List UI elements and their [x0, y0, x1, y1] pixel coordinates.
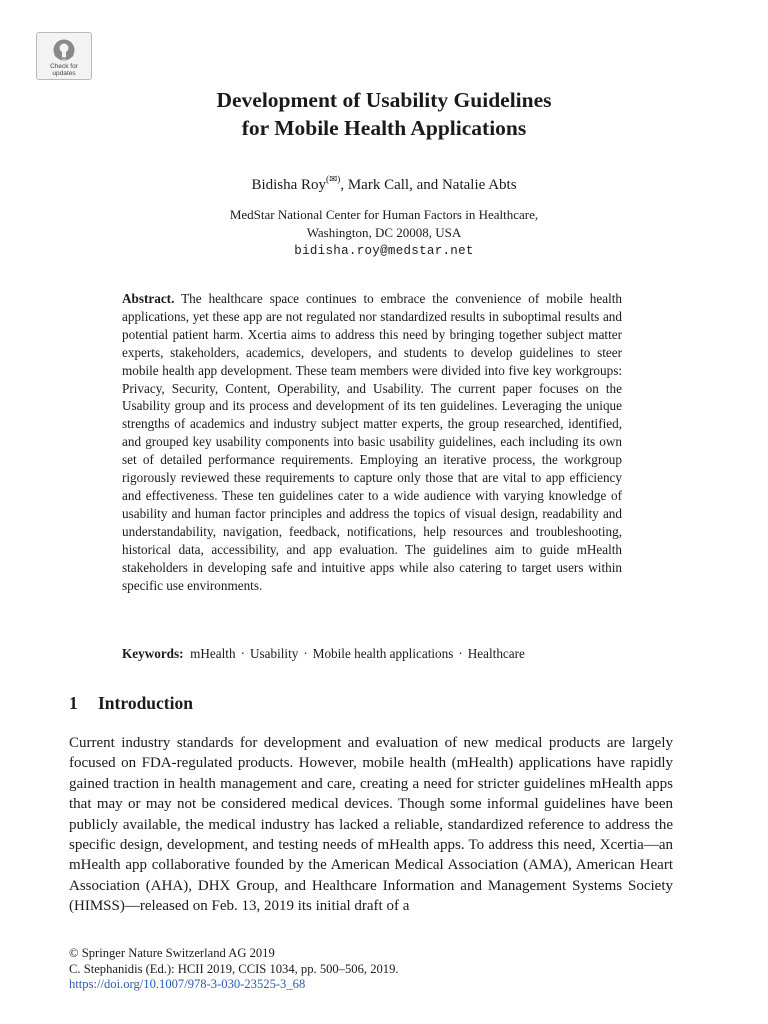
- keyword-separator: ·: [240, 646, 245, 661]
- abstract-label: Abstract.: [122, 291, 175, 306]
- author-name-corresponding: Bidisha Roy: [251, 177, 327, 193]
- keyword: Mobile health applications: [312, 646, 454, 661]
- doi-link[interactable]: https://doi.org/10.1007/978-3-030-23525-3_68: [69, 977, 306, 991]
- paper-title-line2: for Mobile Health Applications: [241, 116, 527, 140]
- introduction-paragraph: Current industry standards for development and evaluation of new medical products are largely focused on FDA-regulated products. However, mobile health (mHealth) applications have rapidly gained traction in health management and care, creating a need for stricter guidelines mHealth apps that may or may not be considered medical devices. Though some informal guidelines have been publicly available, the medical industry has lacked a reliable, standardized reference to address the specific design, development, and testing needs of mHealth apps. To address this need, Xcertia—an mHealth app collaborative founded by the American Medical Association (AMA), American Heart Association (AHA), DHX Group, and Healthcare Information and Management Systems Society (HIMSS)—released on Feb. 13, 2019 its initial draft of a: [69, 735, 673, 915]
- keywords-label: Keywords:: [122, 646, 184, 661]
- keyword: Usability: [249, 646, 299, 661]
- check-for-updates-badge[interactable]: [36, 32, 92, 80]
- author-list: [0, 171, 768, 195]
- keyword: mHealth: [190, 646, 236, 661]
- affiliation-line2: Washington, DC 20008, USA: [306, 224, 462, 240]
- author-email: bidisha.roy@medstar.net: [294, 244, 474, 258]
- page-footer: [69, 946, 709, 993]
- envelope-icon: (✉): [326, 175, 341, 185]
- badge-label-line2: updates: [52, 70, 76, 77]
- keywords: [122, 645, 682, 663]
- affiliation-line1: MedStar National Center for Human Factors in Healthcare,: [229, 207, 539, 222]
- keyword-separator: ·: [458, 646, 463, 661]
- section-title: Introduction: [98, 693, 193, 713]
- affiliation: [0, 206, 768, 261]
- section-heading: [69, 691, 193, 715]
- abstract: [122, 290, 622, 594]
- abstract-text: The healthcare space continues to embrace the convenience of mobile health applications, yet these app are not regulated nor standardized results in suboptimal results and potential patient harm. Xcertia aims to address this need by bringing together subject matter experts, stakeholders, academics, developers, and students to develop guidelines to steer mobile health app development. These team members were divided into five key workgroups: Privacy, Security, Content, Operability, and Usability. The current paper focuses on the Usability group and its process and development of its ten guidelines. Leveraging the unique strengths of academics and industry subject matter experts, the group researched, identified, and grouped key usability components into basic usability guidelines, each including its own set of detailed performance requirements. Employing an iterative process, the workgroup rigorously reviewed these requirements to capture only those that are vital to app efficiency and effectiveness. These ten guidelines cater to a wide audience with varying knowledge of usability and human factor principles and address the topics of visual design, readability and understandability, navigation, feedback, notifications, help resources and troubleshooting, historical data, accessibility, and app evaluation. The guidelines aim to guide mHealth stakeholders in developing safe and intuitive apps while also catering to target users within specific use environments.: [122, 291, 622, 593]
- check-for-updates-icon: [51, 38, 77, 62]
- badge-label-line1: Check for: [50, 63, 78, 70]
- copyright-notice: © Springer Nature Switzerland AG 2019: [69, 946, 275, 960]
- citation-line: C. Stephanidis (Ed.): HCII 2019, CCIS 1034, pp. 500–506, 2019.: [69, 961, 399, 976]
- paper-title-line1: Development of Usability Guidelines: [216, 88, 552, 112]
- paper-title: [0, 86, 768, 142]
- keyword: Healthcare: [467, 646, 525, 661]
- author-names-rest: , Mark Call, and Natalie Abts: [340, 177, 517, 193]
- keyword-separator: ·: [303, 646, 308, 661]
- section-number: 1: [69, 693, 78, 713]
